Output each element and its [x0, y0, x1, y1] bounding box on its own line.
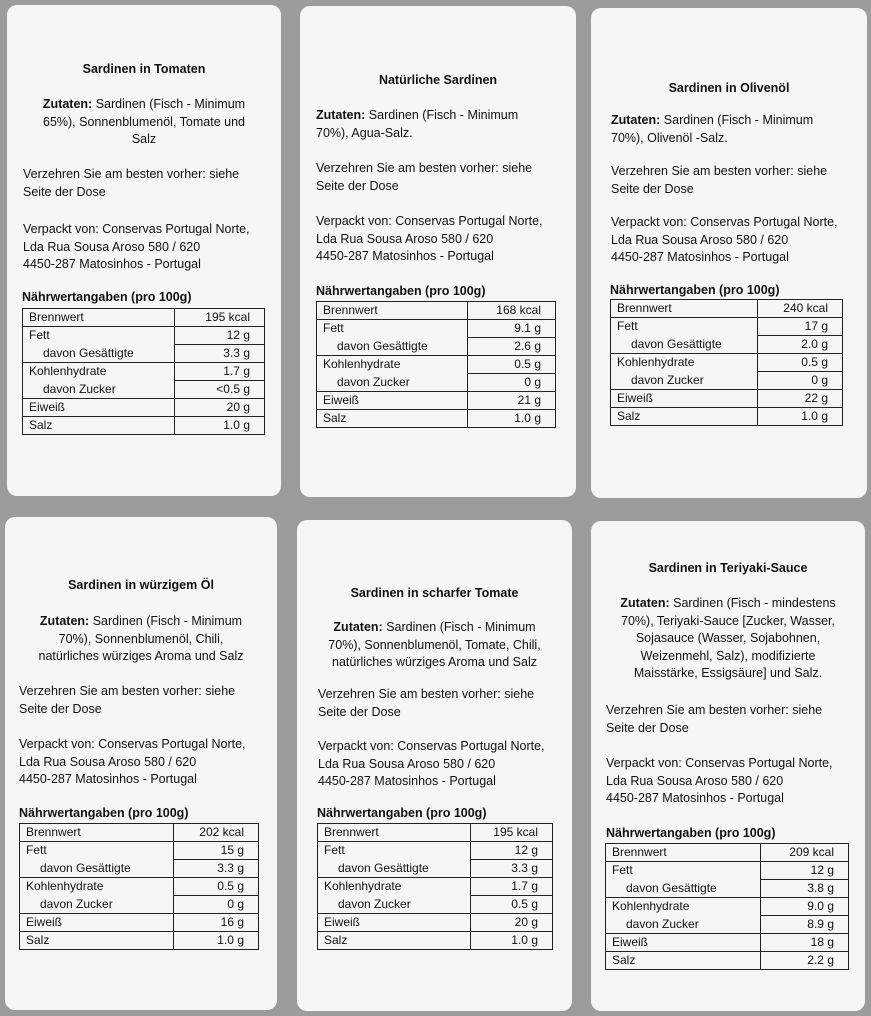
best-before-text: Verzehren Sie am besten vorher: siehe Seite der Dose — [19, 684, 236, 716]
card-title: Sardinen in würzigem Öl — [68, 578, 214, 592]
ingredients-text — [611, 112, 813, 147]
ingredients-text — [307, 619, 562, 672]
ingredients-label: Zutaten: — [620, 596, 670, 610]
ingredients-label: Zutaten: — [39, 614, 90, 628]
ingredients-label: Zutaten: — [611, 113, 661, 127]
row-carbs: Kohlenhydrate 9.0 g — [606, 898, 849, 916]
row-energy: Brennwert 240 kcal — [611, 300, 843, 318]
nutrition-table — [19, 823, 259, 950]
card-title: Sardinen in Teriyaki-Sauce — [648, 561, 808, 575]
row-fat: Fett 12 g — [23, 327, 265, 345]
row-sugar: davon Zucker 0 g — [317, 374, 556, 392]
card-title: Sardinen in scharfer Tomate — [350, 586, 519, 600]
row-fat: Fett 15 g — [20, 842, 259, 860]
row-sugar: davon Zucker 0.5 g — [318, 896, 553, 914]
row-carbs: Kohlenhydrate 0.5 g — [611, 354, 843, 372]
packed-by-text: Verpackt von: Conservas Portugal Norte, Lda Rua Sousa Aroso 580 / 620 4450-287 Matosinhos - Portugal — [611, 215, 838, 264]
ingredients-line: 70%), Sonnenblumenöl, Chili, — [58, 631, 224, 646]
ingredients-line: natürliches würziges Aroma und Salz — [332, 655, 537, 669]
row-salt: Salz 1.0 g — [23, 417, 265, 435]
label-card-natuerlich — [300, 6, 576, 497]
row-salt: Salz 1.0 g — [318, 932, 553, 950]
row-saturated: davon Gesättigte 3.3 g — [20, 860, 259, 878]
card-title: Sardinen in Tomaten — [82, 62, 206, 76]
nutrition-title: Nährwertangaben (pro 100g) — [19, 806, 189, 820]
ingredients-line: Salz — [131, 132, 157, 146]
label-card-tomaten — [7, 5, 281, 496]
ingredients-line: Sardinen (Fisch - Minimum — [368, 108, 519, 122]
row-protein: Eiweiß 16 g — [20, 914, 259, 932]
nutrition-title: Nährwertangaben (pro 100g) — [22, 290, 192, 304]
row-protein: Eiweiß 18 g — [606, 934, 849, 952]
row-saturated: davon Gesättigte 3.3 g — [318, 860, 553, 878]
row-energy: Brennwert 195 kcal — [318, 824, 553, 842]
row-sugar: davon Zucker 0 g — [20, 896, 259, 914]
row-sugar: davon Zucker <0.5 g — [23, 381, 265, 399]
ingredients-line: 70%), Sonnenblumenöl, Tomate, Chili, — [328, 637, 541, 652]
label-card-olivenoel — [591, 8, 867, 498]
ingredients-line: 65%), Sonnenblumenöl, Tomate und — [43, 114, 245, 129]
nutrition-table — [317, 823, 553, 950]
best-before-text: Verzehren Sie am besten vorher: siehe Seite der Dose — [318, 687, 535, 719]
row-fat: Fett 9.1 g — [317, 320, 556, 338]
row-fat: Fett 17 g — [611, 318, 843, 336]
nutrition-table — [316, 301, 556, 428]
row-saturated: davon Gesättigte 3.8 g — [606, 880, 849, 898]
card-title: Natürliche Sardinen — [378, 73, 498, 87]
row-energy: Brennwert 202 kcal — [20, 824, 259, 842]
row-protein: Eiweiß 21 g — [317, 392, 556, 410]
row-protein: Eiweiß 20 g — [318, 914, 553, 932]
packed-by-text: Verpackt von: Conservas Portugal Norte, Lda Rua Sousa Aroso 580 / 620 4450-287 Matosinhos - Portugal — [606, 756, 833, 805]
packed-by-text: Verpackt von: Conservas Portugal Norte, Lda Rua Sousa Aroso 580 / 620 4450-287 Matosinhos - Portugal — [19, 737, 246, 786]
ingredients-line: Sojasauce (Wasser, Sojabohnen, — [635, 631, 821, 645]
row-salt: Salz 2.2 g — [606, 952, 849, 970]
ingredients-line: Sardinen (Fisch - Minimum — [663, 113, 814, 127]
ingredients-line: 70%), Teriyaki-Sauce [Zucker, Wasser, — [621, 613, 835, 628]
row-carbs: Kohlenhydrate 0.5 g — [20, 878, 259, 896]
nutrition-title: Nährwertangaben (pro 100g) — [610, 283, 780, 297]
ingredients-text — [601, 595, 855, 683]
best-before-text: Verzehren Sie am besten vorher: siehe Seite der Dose — [611, 164, 828, 196]
row-energy: Brennwert 209 kcal — [606, 844, 849, 862]
row-fat: Fett 12 g — [606, 862, 849, 880]
row-saturated: davon Gesättigte 2.0 g — [611, 336, 843, 354]
row-carbs: Kohlenhydrate 1.7 g — [23, 363, 265, 381]
nutrition-title: Nährwertangaben (pro 100g) — [316, 284, 486, 298]
ingredients-line: 70%), Agua-Salz. — [316, 125, 413, 140]
nutrition-table — [22, 308, 265, 435]
nutrition-table — [610, 299, 843, 426]
ingredients-text — [15, 613, 267, 666]
ingredients-line: Sardinen (Fisch - Minimum — [386, 620, 536, 634]
row-energy: Brennwert 195 kcal — [23, 309, 265, 327]
row-saturated: davon Gesättigte 3.3 g — [23, 345, 265, 363]
nutrition-title: Nährwertangaben (pro 100g) — [606, 826, 776, 840]
ingredients-text — [316, 107, 518, 142]
card-title: Sardinen in Olivenöl — [668, 81, 790, 95]
label-card-wuerzig — [5, 517, 277, 1010]
nutrition-table — [605, 843, 849, 970]
best-before-text: Verzehren Sie am besten vorher: siehe Seite der Dose — [23, 167, 240, 199]
row-sugar: davon Zucker 8.9 g — [606, 916, 849, 934]
row-energy: Brennwert 168 kcal — [317, 302, 556, 320]
row-protein: Eiweiß 22 g — [611, 390, 843, 408]
ingredients-line: Sardinen (Fisch - Minimum — [95, 97, 246, 111]
row-salt: Salz 1.0 g — [317, 410, 556, 428]
ingredients-line: Maisstärke, Essigsäure] und Salz. — [633, 666, 823, 680]
ingredients-line: 70%), Olivenöl -Salz. — [611, 130, 728, 145]
ingredients-line: Sardinen (Fisch - Minimum — [92, 614, 243, 628]
packed-by-text: Verpackt von: Conservas Portugal Norte, Lda Rua Sousa Aroso 580 / 620 4450-287 Matosinhos - Portugal — [318, 739, 545, 788]
row-salt: Salz 1.0 g — [20, 932, 259, 950]
row-salt: Salz 1.0 g — [611, 408, 843, 426]
row-fat: Fett 12 g — [318, 842, 553, 860]
row-carbs: Kohlenhydrate 0.5 g — [317, 356, 556, 374]
label-card-scharf — [297, 520, 572, 1011]
label-card-teriyaki — [591, 521, 865, 1011]
ingredients-label: Zutaten: — [333, 620, 383, 634]
nutrition-title: Nährwertangaben (pro 100g) — [317, 806, 487, 820]
row-protein: Eiweiß 20 g — [23, 399, 265, 417]
packed-by-text: Verpackt von: Conservas Portugal Norte, Lda Rua Sousa Aroso 580 / 620 4450-287 Matosinhos - Portugal — [23, 222, 250, 271]
best-before-text: Verzehren Sie am besten vorher: siehe Seite der Dose — [316, 161, 533, 193]
ingredients-line: Sardinen (Fisch - mindestens — [673, 596, 836, 610]
ingredients-label: Zutaten: — [42, 97, 93, 111]
packed-by-text: Verpackt von: Conservas Portugal Norte, Lda Rua Sousa Aroso 580 / 620 4450-287 Matosinhos - Portugal — [316, 214, 543, 263]
ingredients-label: Zutaten: — [316, 108, 366, 122]
row-saturated: davon Gesättigte 2.6 g — [317, 338, 556, 356]
ingredients-line: Weizenmehl, Salz), modifizierte — [640, 648, 816, 663]
best-before-text: Verzehren Sie am besten vorher: siehe Seite der Dose — [606, 703, 823, 735]
row-carbs: Kohlenhydrate 1.7 g — [318, 878, 553, 896]
ingredients-line: natürliches würziges Aroma und Salz — [38, 649, 244, 663]
ingredients-text — [19, 96, 269, 149]
row-sugar: davon Zucker 0 g — [611, 372, 843, 390]
